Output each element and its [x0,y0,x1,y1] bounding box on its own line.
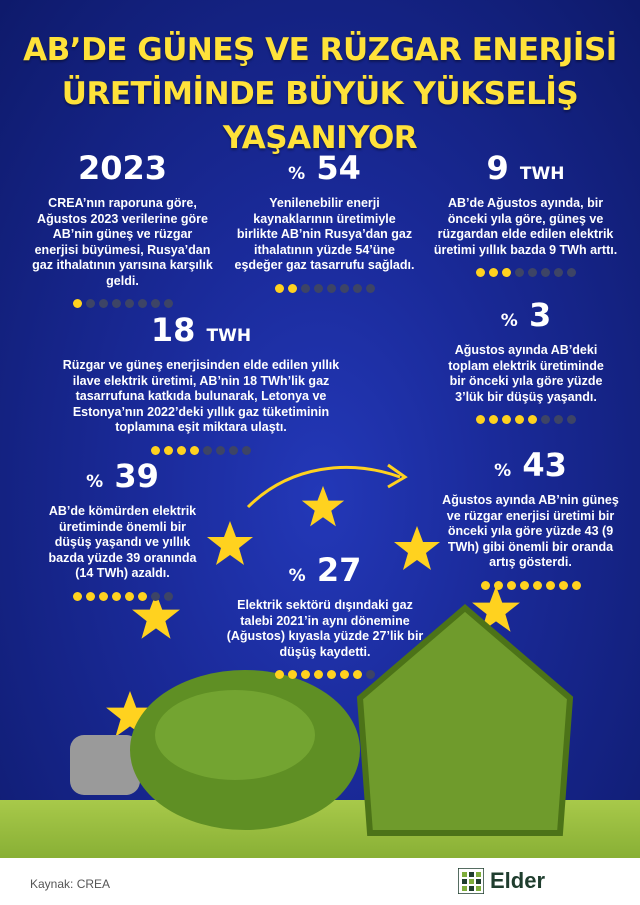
progress-dot [125,299,134,308]
stat-value: % 3 [500,296,552,334]
page-title: AB’DE GÜNEŞ VE RÜZGAR ENERJİSİ ÜRETİMİNDE BÜYÜK YÜKSELİŞ YAŞANIYOR [23,32,617,156]
progress-dots [30,299,215,308]
stat-block [440,297,612,424]
stat-value: 9 TWH [486,149,565,187]
stat-description: Elektrik sektörü dışındaki gaz talebi 2021’in aynı dönemine (Ağustos) kıyasla yüzde 27’lik bir düşüş kaydetti. [226,598,424,659]
source-credit: Kaynak: CREA [30,877,111,891]
stat-block [40,458,205,601]
stat-description: AB’de kömürden elektrik üretiminde önemli bir düşüş yaşandı ve yıllık bazda yüzde 39 oranında (14 TWh) azaldı. [48,504,197,580]
progress-dot [366,670,375,679]
progress-dot [533,581,542,590]
progress-dot [366,284,375,293]
progress-dot [138,299,147,308]
stat-block [30,150,215,308]
progress-dot [515,415,524,424]
stat-block [232,150,417,293]
progress-dot [340,284,349,293]
progress-dot [340,670,349,679]
stat-value: % 39 [86,457,159,495]
progress-dot [314,284,323,293]
progress-dot [164,592,173,601]
stat-value: 2023 [77,149,168,187]
stat-description: AB’de Ağustos ayında, bir önceki yıla göre, güneş ve rüzgardan elde edilen elektrik üretimi yıllık bazda 9 TWh arttı. [433,196,618,257]
logo-text: Elder [490,868,546,893]
progress-dot [73,299,82,308]
progress-dot [275,284,284,293]
stat-description: CREA’nın raporuna göre, Ağustos 2023 verilerine göre AB’nin güneş ve rüzgar enerjisi büyümesi, Rusya’dan gaz ithalatının yarısına karşılık geldi. [32,196,213,288]
progress-dots [440,415,612,424]
progress-dots [433,268,618,277]
progress-dot [327,284,336,293]
progress-dot [494,581,503,590]
progress-dot [112,299,121,308]
progress-dot [489,415,498,424]
grass-bulb-image [60,665,360,835]
progress-dot [112,592,121,601]
progress-dot [151,446,160,455]
progress-dot [151,299,160,308]
progress-dot [528,415,537,424]
progress-dot [507,581,516,590]
progress-dots [438,581,623,590]
progress-dot [86,299,95,308]
progress-dot [99,299,108,308]
progress-dot [275,670,284,679]
stat-block [52,312,350,455]
progress-dot [567,268,576,277]
progress-dot [327,670,336,679]
progress-dot [559,581,568,590]
stat-block [433,150,618,277]
progress-dot [99,592,108,601]
progress-dot [288,284,297,293]
progress-dot [203,446,212,455]
arrow-icon [240,455,420,515]
progress-dot [554,415,563,424]
progress-dot [515,268,524,277]
progress-dot [502,268,511,277]
stat-value: 18 TWH [150,311,252,349]
progress-dots [52,446,350,455]
stat-description: Yenilenebilir enerji kaynaklarının üretimiyle birlikte AB’nin Rusya’dan gaz ithalatının yüzde 54’üne eşdeğer gaz tasarrufu sağladı. [234,196,415,272]
progress-dot [520,581,529,590]
stat-description: Rüzgar ve güneş enerjisinden elde edilen yıllık ilave elektrik üretimi, AB’nin 18 TWh’lik gaz tasarrufuna katkıda bulunarak, Letonya ve Estonya’nın 2022’deki yıllık gaz tüketiminin toplamına eşit miktara ulaştı. [62,358,340,434]
progress-dot [301,670,310,679]
stat-description: Ağustos ayında AB’deki toplam elektrik üretiminde bir önceki yıla göre yüzde 3’lük bir düşüş yaşandı. [448,343,604,404]
progress-dot [229,446,238,455]
progress-dots [232,284,417,293]
progress-dot [164,299,173,308]
progress-dot [541,268,550,277]
elder-logo-icon [458,868,484,894]
progress-dot [481,581,490,590]
progress-dot [314,670,323,679]
stat-description: Ağustos ayında AB’nin güneş ve rüzgar enerjisi üretimi bir önceki yıla göre yüzde 43 (9 TWh) gibi önemli bir oranda artış gösterdi. [442,493,619,569]
stat-block [225,552,425,679]
progress-dot [572,581,581,590]
progress-dot [216,446,225,455]
progress-dots [225,670,425,679]
progress-dot [353,670,362,679]
progress-dot [151,592,160,601]
progress-dot [476,268,485,277]
progress-dot [502,415,511,424]
progress-dot [567,415,576,424]
progress-dot [546,581,555,590]
progress-dot [242,446,251,455]
progress-dot [86,592,95,601]
progress-dots [40,592,205,601]
progress-dot [138,592,147,601]
progress-dot [301,284,310,293]
progress-dot [190,446,199,455]
progress-dot [489,268,498,277]
stat-value: % 54 [288,149,361,187]
progress-dot [541,415,550,424]
progress-dot [177,446,186,455]
stat-block [438,447,623,590]
progress-dot [554,268,563,277]
progress-dot [73,592,82,601]
progress-dot [528,268,537,277]
stat-value: % 27 [288,551,362,589]
stat-value: % 43 [494,446,567,484]
progress-dot [353,284,362,293]
progress-dot [476,415,485,424]
progress-dot [125,592,134,601]
progress-dot [288,670,297,679]
progress-dot [164,446,173,455]
brand-logo[interactable] [458,868,545,894]
